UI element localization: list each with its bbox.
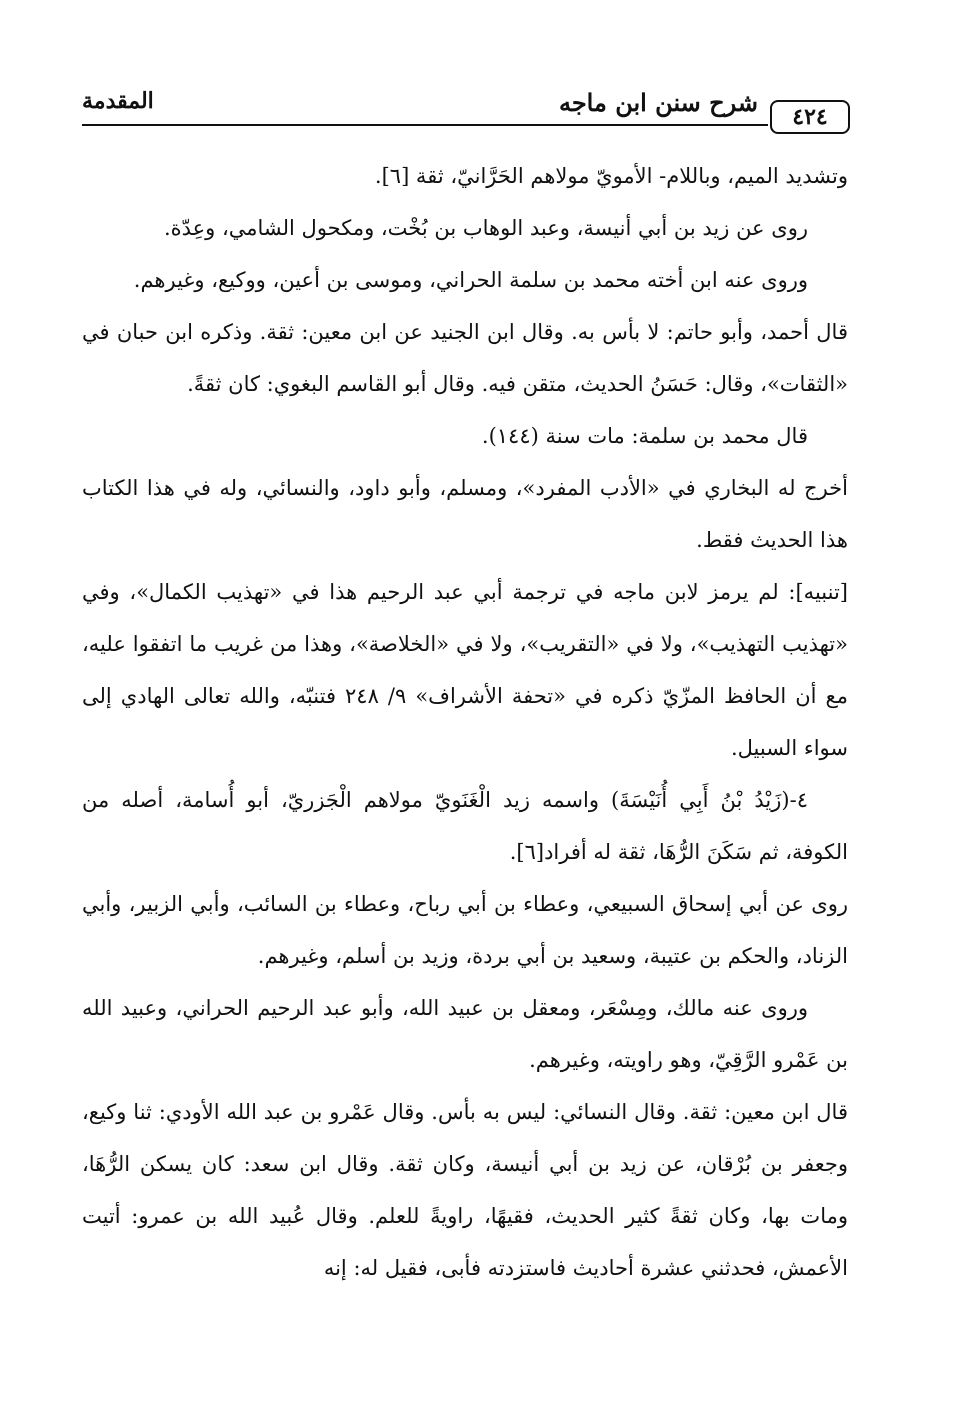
paragraph: روى عن أبي إسحاق السبيعي، وعطاء بن أبي رباح، وعطاء بن السائب، وأبي الزبير، وأبي الزناد، والحكم بن عتيبة، وسعيد بن أبي بردة، وزيد بن أسلم، وغيرهم. bbox=[82, 892, 848, 968]
section-title: المقدمة bbox=[82, 88, 154, 114]
paragraph: وروى عنه ابن أخته محمد بن سلمة الحراني، وموسى بن أعين، ووكيع، وغيرهم. bbox=[133, 268, 808, 292]
book-title: شرح سنن ابن ماجه bbox=[558, 88, 758, 117]
header-rule bbox=[82, 124, 768, 126]
paragraph: ٤-(زَيْدُ بْنُ أَبِي أُنَيْسَةَ) واسمه زيد الْغَنَويّ مولاهم الْجَزريّ، أبو أُسامة، أصله من الكوفة، ثم سَكَنَ الرُّهَا، ثقة له أفراد[٦]. bbox=[82, 788, 848, 864]
paragraph: قال أحمد، وأبو حاتم: لا بأس به. وقال ابن الجنيد عن ابن معين: ثقة. وذكره ابن حبان في «الثقات»، وقال: حَسَنُ الحديث، متقن فيه. وقال أبو القاسم البغوي: كان ثقةً. bbox=[82, 320, 848, 396]
paragraph: أخرج له البخاري في «الأدب المفرد»، ومسلم، وأبو داود، والنسائي، وله في هذا الكتاب هذا الحديث فقط. bbox=[82, 476, 848, 552]
body-text bbox=[82, 150, 848, 1294]
paragraph: وروى عنه مالك، ومِسْعَر، ومعقل بن عبيد الله، وأبو عبد الرحيم الحراني، وعبيد الله بن عَمْرو الرَّقِيّ، وهو راويته، وغيرهم. bbox=[82, 996, 848, 1072]
paragraph: قال محمد بن سلمة: مات سنة (١٤٤). bbox=[481, 424, 808, 448]
paragraph: وتشديد الميم، وباللام- الأمويّ مولاهم الحَرَّانيّ، ثقة [٦]. bbox=[374, 164, 848, 188]
paragraph: [تنبيه]: لم يرمز لابن ماجه في ترجمة أبي عبد الرحيم هذا في «تهذيب الكمال»، وفي «تهذيب التهذيب»، ولا في «التقريب»، ولا في «الخلاصة»، وهذا من غريب ما اتفقوا عليه، مع أن الحافظ المزّيّ ذكره في «تحفة الأشراف» ٩/ ٢٤٨ فتنبّه، والله تعالى الهادي إلى سواء السبيل. bbox=[82, 580, 848, 760]
paragraph: روى عن زيد بن أبي أنيسة، وعبد الوهاب بن بُخْت، ومكحول الشامي، وعِدّة. bbox=[163, 216, 808, 240]
page-number-badge: ٤٢٤ bbox=[770, 100, 850, 134]
paragraph: قال ابن معين: ثقة. وقال النسائي: ليس به بأس. وقال عَمْرو بن عبد الله الأودي: ثنا وكيع، وجعفر بن بُرْقان، عن زيد بن أبي أنيسة، وكان ثقة. وقال ابن سعد: كان يسكن الرُّهَا، ومات بها، وكان ثقةً كثير الحديث، فقيهًا، راويةً للعلم. وقال عُبيد الله بن عمرو: أتيت الأعمش، فحدثني عشرة أحاديث فاستزدته فأبى، فقيل له: إنه bbox=[82, 1100, 848, 1280]
